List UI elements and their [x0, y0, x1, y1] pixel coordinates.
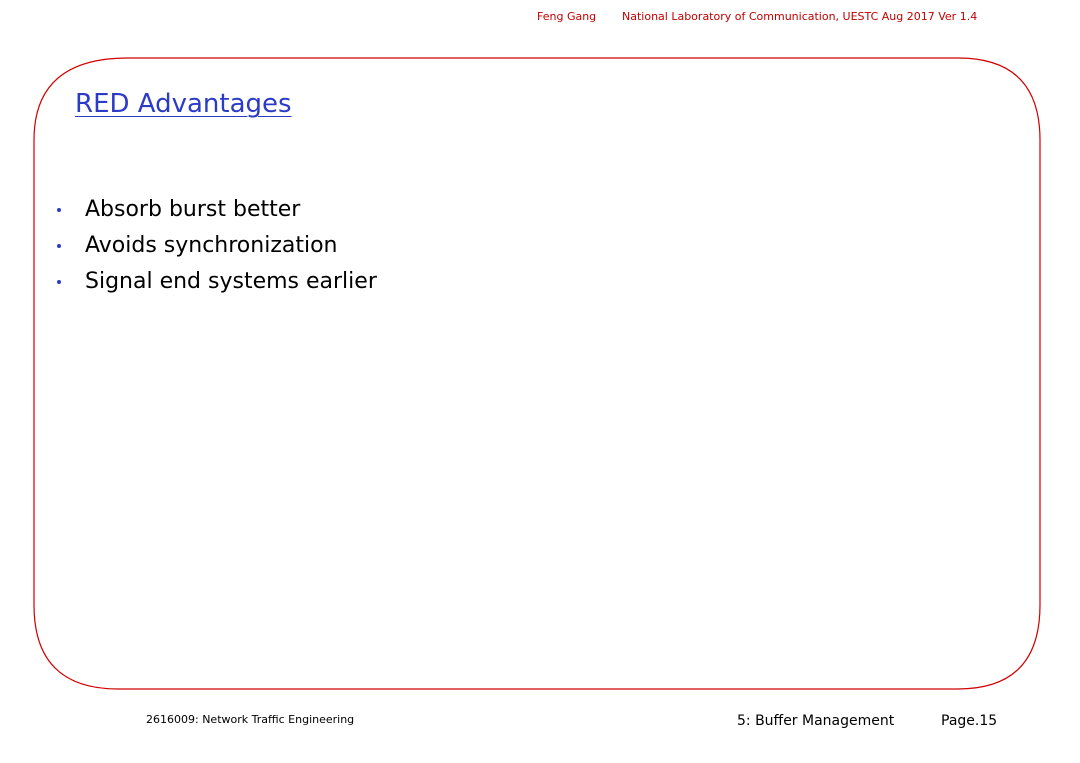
bullet-list	[54, 192, 377, 300]
bullet-item	[54, 264, 377, 300]
header-author: Feng Gang	[537, 10, 597, 23]
footer-course: 2616009: Network Traffic Engineering	[146, 713, 355, 726]
bullet-item	[54, 228, 377, 264]
slide-frame-border	[34, 58, 1040, 689]
footer-section: 5: Buffer Management	[737, 713, 895, 729]
bullet-dot-icon	[57, 208, 61, 212]
slide-title: RED Advantages	[75, 89, 292, 119]
bullet-item	[54, 192, 377, 228]
bullet-dot-icon	[57, 244, 61, 248]
bullet-dot-icon	[57, 280, 61, 284]
bullet-text: Avoids synchronization	[85, 233, 338, 258]
bullet-text: Signal end systems earlier	[85, 269, 377, 294]
footer-page-number: Page.15	[941, 713, 998, 729]
header-affiliation: National Laboratory of Communication, UESTC Aug 2017 Ver 1.4	[622, 10, 978, 23]
bullet-text: Absorb burst better	[85, 197, 301, 222]
